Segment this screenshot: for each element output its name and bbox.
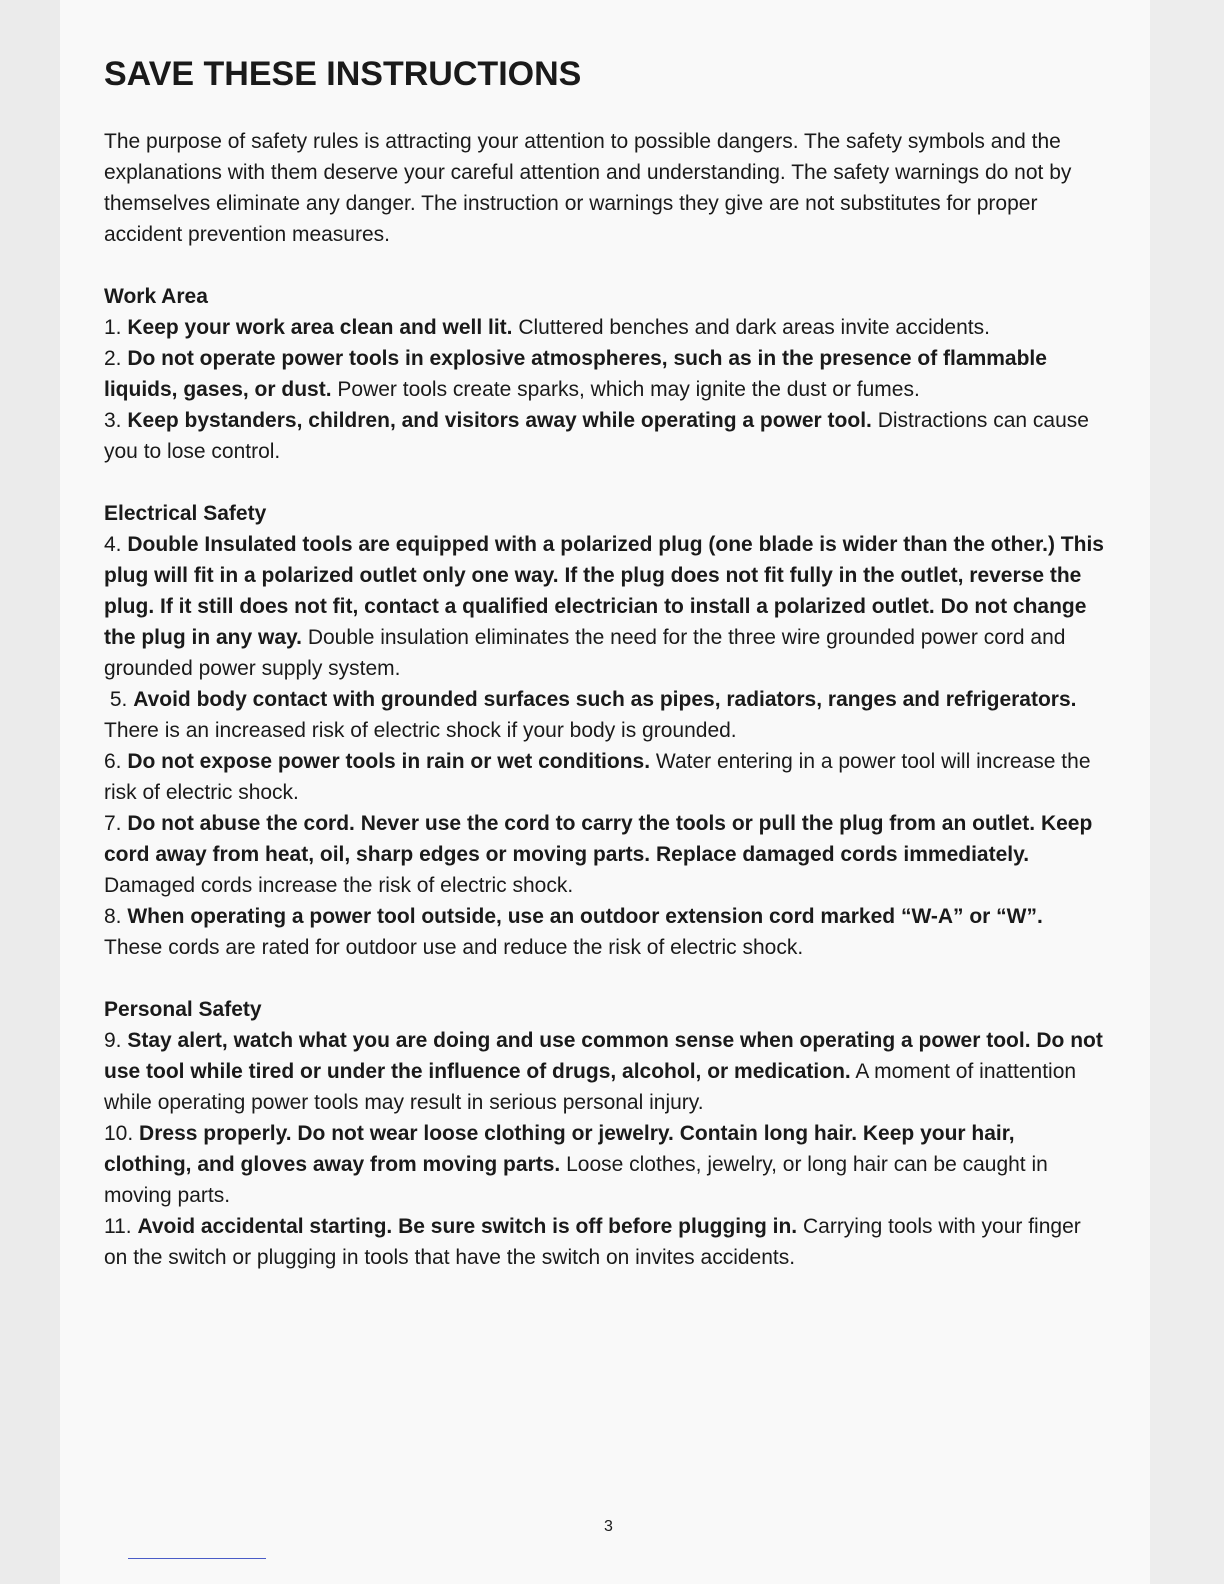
safety-rule: 7. Do not abuse the cord. Never use the cord to carry the tools or pull the plug from an outlet. Keep cord away from heat, oil, sharp edges or moving parts. Replace damaged cords immediately. Damaged cords increase the risk of electric shock. (104, 812, 1093, 897)
scan-left-margin (0, 0, 60, 1584)
section-heading: Work Area (104, 285, 208, 308)
section-electrical-safety (104, 498, 1104, 963)
document-content (104, 50, 1104, 1273)
safety-rule: 9. Stay alert, watch what you are doing and use common sense when operating a power tool. Do not use tool while tired or under the influence of drugs, alcohol, or medication. A moment of inattention while operating power tools may result in serious personal injury. (104, 1029, 1103, 1114)
safety-rule: 11. Avoid accidental starting. Be sure switch is off before plugging in. Carrying tools with your finger on the switch or plugging in tools that have the switch on invites accidents. (104, 1215, 1081, 1269)
safety-rule: 2. Do not operate power tools in explosive atmospheres, such as in the presence of flammable liquids, gases, or dust. Power tools create sparks, which may ignite the dust or fumes. (104, 347, 1047, 401)
section-heading: Personal Safety (104, 998, 262, 1021)
safety-rule: 4. Double Insulated tools are equipped with a polarized plug (one blade is wider than the other.) This plug will fit in a polarized outlet only one way. If the plug does not fit fully in the outlet, reverse the plug. If it still does not fit, contact a qualified electrician to install a polarized outlet. Do not change the plug in any way. Double insulation eliminates the need for the three wire grounded power cord and grounded power supply system. (104, 533, 1104, 680)
intro-paragraph: The purpose of safety rules is attracting your attention to possible dangers. The safety symbols and the explanations with them deserve your careful attention and understanding. The safety warnings do not by themselves eliminate any danger. The instruction or warnings they give are not substitutes for proper accident prevention measures. (104, 130, 1072, 246)
safety-rule: 5. Avoid body contact with grounded surfaces such as pipes, radiators, ranges and refrigerators. There is an increased risk of electric shock if your body is grounded. (104, 688, 1077, 742)
page-number: 3 (604, 1518, 613, 1535)
safety-rule: 8. When operating a power tool outside, use an outdoor extension cord marked “W-A” or “W”. These cords are rated for outdoor use and reduce the risk of electric shock. (104, 905, 1043, 959)
safety-rule: 6. Do not expose power tools in rain or wet conditions. Water entering in a power tool will increase the risk of electric shock. (104, 750, 1091, 804)
section-personal-safety (104, 994, 1104, 1273)
section-work-area (104, 281, 1104, 467)
footer-divider (128, 1558, 266, 1559)
safety-rule: 1. Keep your work area clean and well lit. Cluttered benches and dark areas invite accidents. (104, 316, 990, 339)
scan-right-margin (1150, 0, 1224, 1584)
safety-rule: 10. Dress properly. Do not wear loose clothing or jewelry. Contain long hair. Keep your hair, clothing, and gloves away from moving parts. Loose clothes, jewelry, or long hair can be caught in moving parts. (104, 1122, 1048, 1207)
safety-rule: 3. Keep bystanders, children, and visitors away while operating a power tool. Distractions can cause you to lose control. (104, 409, 1089, 463)
section-heading: Electrical Safety (104, 502, 267, 525)
page-title: SAVE THESE INSTRUCTIONS (104, 55, 582, 93)
